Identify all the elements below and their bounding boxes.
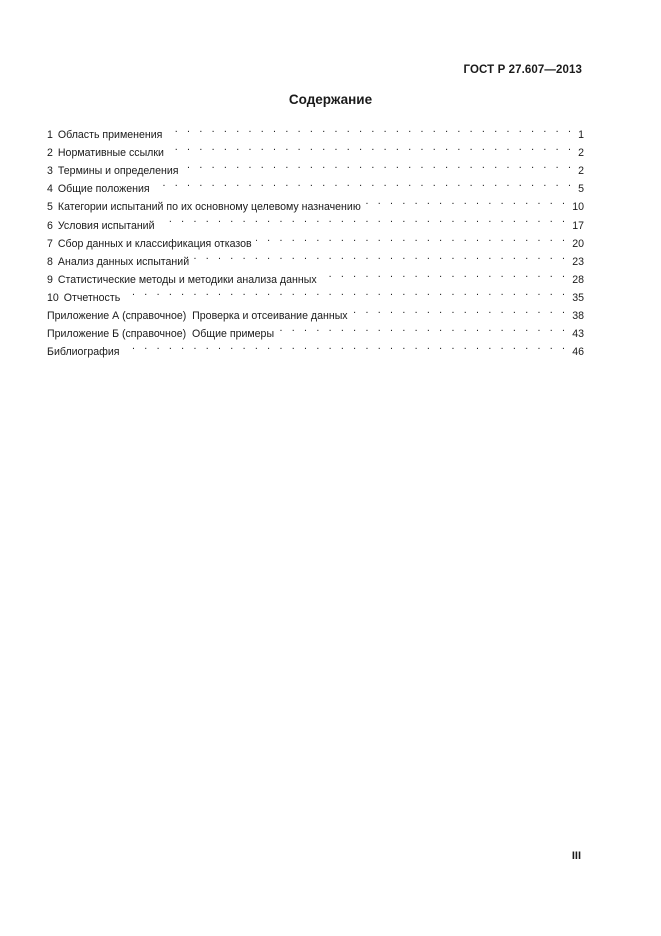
toc-entry-page: 5 bbox=[578, 183, 584, 196]
toc-entry-title: Область применения bbox=[57, 129, 163, 142]
toc-entry-page: 38 bbox=[572, 310, 584, 323]
toc-leader-dots bbox=[166, 120, 574, 138]
toc-entry-page: 1 bbox=[578, 129, 584, 142]
toc-title: Содержание bbox=[288, 92, 373, 107]
toc-entry-page: 10 bbox=[572, 201, 584, 214]
toc-entry-number: 5 bbox=[47, 201, 53, 214]
toc-entry-number: 8 bbox=[47, 255, 53, 268]
toc-entry-number: 10 bbox=[47, 291, 59, 304]
toc-entry-page: 17 bbox=[572, 219, 584, 232]
document-code: ГОСТ Р 27.607—2013 bbox=[463, 64, 582, 76]
toc-entry-page: 28 bbox=[572, 273, 584, 286]
toc-entry-number: 3 bbox=[47, 165, 53, 178]
toc-entry-bibliography[interactable] bbox=[47, 337, 584, 359]
toc-leader-dots bbox=[321, 265, 569, 283]
toc-leader-dots bbox=[159, 210, 569, 228]
toc-leader-dots bbox=[278, 319, 568, 337]
toc-entry[interactable] bbox=[47, 120, 584, 142]
toc-entry-number: 1 bbox=[47, 129, 53, 142]
toc-entry-title: Отчетность bbox=[63, 291, 121, 304]
toc-entry-title: Общие положения bbox=[57, 183, 150, 196]
toc-entry-title: Анализ данных испытаний bbox=[57, 255, 190, 268]
toc-entry-title: Условия испытаний bbox=[57, 219, 155, 232]
toc-leader-dots bbox=[124, 283, 568, 301]
toc-entry-number: 2 bbox=[47, 147, 53, 160]
toc-leader-dots bbox=[352, 301, 569, 319]
toc-entry-title: Статистические методы и методики анализа данных bbox=[57, 273, 317, 286]
toc-leader-dots bbox=[154, 174, 574, 192]
table-of-contents bbox=[47, 120, 584, 359]
toc-leader-dots bbox=[123, 337, 568, 355]
toc-leader-dots bbox=[193, 247, 568, 265]
toc-entry-page: 20 bbox=[572, 237, 584, 250]
toc-entry-page: 46 bbox=[572, 346, 584, 359]
toc-entry-title: Приложение Б (справочное) Общие примеры bbox=[47, 328, 275, 341]
toc-entry-page: 2 bbox=[578, 147, 584, 160]
page-number: III bbox=[571, 850, 581, 862]
toc-entry-title: Сбор данных и классификация отказов bbox=[57, 237, 252, 250]
toc-entry-number: 4 bbox=[47, 183, 53, 196]
toc-leader-dots bbox=[168, 138, 574, 156]
toc-entry-page: 35 bbox=[572, 291, 584, 304]
toc-leader-dots bbox=[365, 192, 568, 210]
toc-entry-page: 2 bbox=[578, 165, 584, 178]
toc-entry-title: Библиография bbox=[47, 346, 120, 359]
toc-entry-page: 43 bbox=[572, 328, 584, 341]
toc-entry-number: 9 bbox=[47, 273, 53, 286]
toc-entry-title: Термины и определения bbox=[57, 165, 179, 178]
toc-entry-title: Категории испытаний по их основному целевому назначению bbox=[57, 201, 361, 214]
toc-entry-appendix[interactable] bbox=[47, 301, 584, 323]
toc-leader-dots bbox=[183, 156, 575, 174]
toc-entry-page: 23 bbox=[572, 255, 584, 268]
toc-entry-number: 6 bbox=[47, 219, 53, 232]
toc-entry-number: 7 bbox=[47, 237, 53, 250]
toc-entry[interactable] bbox=[47, 283, 584, 304]
toc-entry-title: Приложение А (справочное) Проверка и отсеивание данных bbox=[47, 310, 348, 323]
toc-entry-title: Нормативные ссылки bbox=[57, 147, 164, 160]
toc-leader-dots bbox=[256, 229, 569, 247]
